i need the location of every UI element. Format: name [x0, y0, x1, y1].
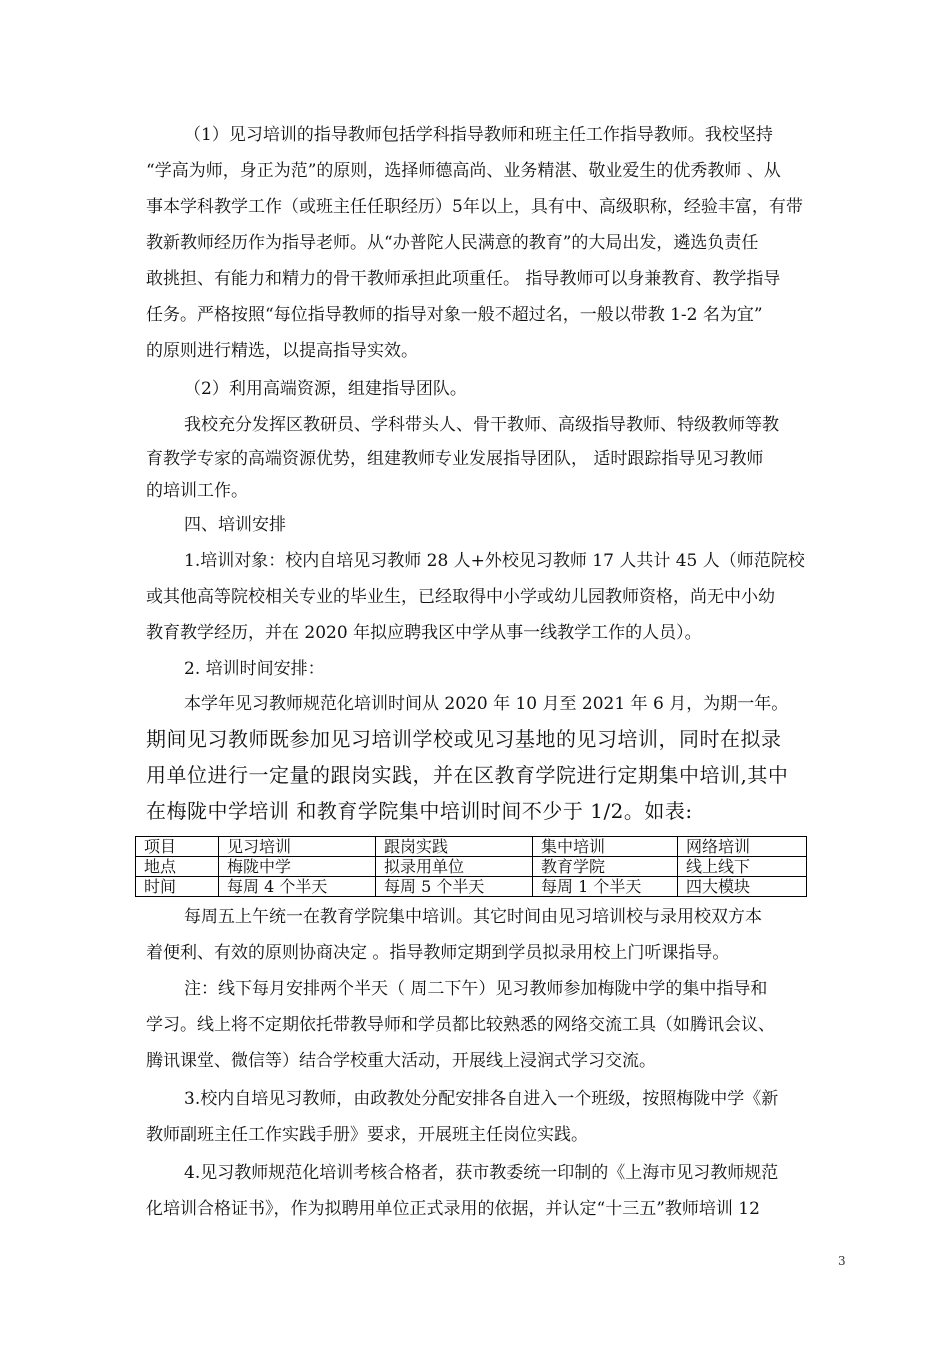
- paragraph-line: 注：线下每月安排两个半天（ 周二下午）见习教师参加梅陇中学的集中指导和: [184, 979, 768, 999]
- paragraph-line: 期间见习教师既参加见习培训学校或见习基地的见习培训，同时在拟录: [146, 727, 782, 751]
- paragraph-line: 着便利、有效的原则协商决定 。指导教师定期到学员拟录用校上门听课指导。: [146, 943, 730, 963]
- table-cell: 教育学院: [533, 857, 678, 877]
- paragraph-line: 的原则进行精选，以提高指导实效。: [146, 341, 418, 361]
- table-cell: 见习培训: [219, 837, 376, 857]
- paragraph-line: 事本学科教学工作（或班主任任职经历）5年以上，具有中、高级职称，经验丰富，有带: [146, 197, 803, 217]
- paragraph-line: 本学年见习教师规范化培训时间从 2020 年 10 月至 2021 年 6 月，为期一年。: [184, 694, 789, 714]
- table-cell: 地点: [136, 857, 219, 877]
- paragraph-line: 用单位进行一定量的跟岗实践，并在区教育学院进行定期集中培训,其中: [146, 763, 789, 787]
- paragraph-line: 教师副班主任工作实践手册》要求，开展班主任岗位实践。: [146, 1125, 588, 1145]
- paragraph-line: 每周五上午统一在教育学院集中培训。其它时间由见习培训校与录用校双方本: [184, 907, 762, 927]
- table-row: [136, 857, 807, 877]
- paragraph-line: 在梅陇中学培训 和教育学院集中培训时间不少于 1/2。如表:: [146, 799, 693, 823]
- table-row: [136, 877, 807, 897]
- schedule-table: [135, 836, 807, 897]
- paragraph-line: 1.培训对象：校内自培见习教师 28 人+外校见习教师 17 人共计 45 人（师范院校: [184, 551, 805, 571]
- paragraph-line: 敢挑担、有能力和精力的骨干教师承担此项重任。 指导教师可以身兼教育、教学指导: [146, 269, 781, 289]
- table-cell: 项目: [136, 837, 219, 857]
- table-cell: 网络培训: [678, 837, 807, 857]
- paragraph-line: 教新教师经历作为指导老师。从“办普陀人民满意的教育”的大局出发，遴选负责任: [146, 233, 759, 253]
- table-cell: 每周 5 个半天: [376, 877, 533, 897]
- paragraph-line: 4.见习教师规范化培训考核合格者，获市教委统一印制的《上海市见习教师规范: [184, 1163, 779, 1183]
- paragraph-line: （1）见习培训的指导教师包括学科指导教师和班主任工作指导教师。我校坚持: [184, 125, 773, 145]
- paragraph-line: 任务。严格按照“每位指导教师的指导对象一般不超过名，一般以带教 1-2 名为宜”: [146, 305, 763, 325]
- table-cell: 拟录用单位: [376, 857, 533, 877]
- paragraph-line: 化培训合格证书》，作为拟聘用单位正式录用的依据，并认定“十三五”教师培训 12: [146, 1199, 760, 1219]
- table-cell: 梅陇中学: [219, 857, 376, 877]
- table-cell: 时间: [136, 877, 219, 897]
- table-cell: 线上线下: [678, 857, 807, 877]
- page-number: 3: [838, 1254, 846, 1268]
- paragraph-line: 腾讯课堂、微信等）结合学校重大活动，开展线上浸润式学习交流。: [146, 1051, 656, 1071]
- paragraph-line: “学高为师，身正为范”的原则，选择师德高尚、业务精湛、敬业爱生的优秀教师 、从: [146, 161, 781, 181]
- table-cell: 每周 1 个半天: [533, 877, 678, 897]
- section-subheading: （2）利用高端资源，组建指导团队。: [184, 379, 467, 399]
- section-subheading: 2. 培训时间安排：: [184, 659, 325, 679]
- paragraph-line: 育教学专家的高端资源优势，组建教师专业发展指导团队， 适时跟踪指导见习教师: [146, 449, 764, 469]
- paragraph-line: 或其他高等院校相关专业的毕业生，已经取得中小学或幼儿园教师资格，尚无中小幼: [146, 587, 775, 607]
- table-cell: 集中培训: [533, 837, 678, 857]
- table-cell: 跟岗实践: [376, 837, 533, 857]
- paragraph-line: 教育教学经历，并在 2020 年拟应聘我区中学从事一线教学工作的人员）。: [146, 623, 702, 643]
- table-cell: 四大模块: [678, 877, 807, 897]
- paragraph-line: 学习。线上将不定期依托带教导师和学员都比较熟悉的网络交流工具（如腾讯会议、: [146, 1015, 775, 1035]
- table-row: [136, 837, 807, 857]
- paragraph-line: 的培训工作。: [146, 481, 248, 501]
- paragraph-line: 3.校内自培见习教师，由政教处分配安排各自进入一个班级，按照梅陇中学《新: [184, 1089, 779, 1109]
- paragraph-line: 我校充分发挥区教研员、学科带头人、骨干教师、高级指导教师、特级教师等教: [184, 415, 779, 435]
- table-cell: 每周 4 个半天: [219, 877, 376, 897]
- section-heading: 四、培训安排: [184, 515, 286, 535]
